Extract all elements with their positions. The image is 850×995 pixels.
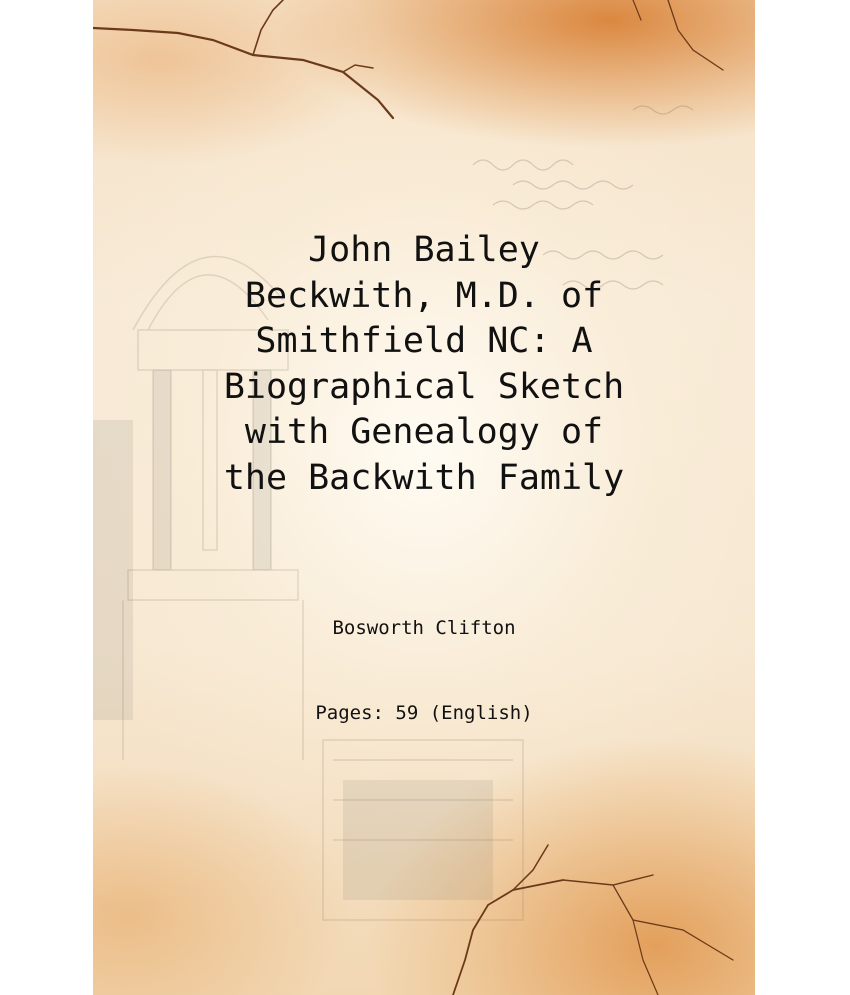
book-author: Bosworth Clifton [332,617,516,639]
book-title [93,228,755,501]
book-title-line: Beckwith, M.D. of [244,275,604,316]
book-title-line: with Genealogy of [244,412,604,452]
book-page-count: Pages: 59 (English) [315,702,533,724]
book-cover [93,0,755,995]
book-title-line: the Backwith Family [223,457,625,498]
book-title-line: Smithfield NC: A [255,321,593,361]
book-title-line: John Bailey [308,230,540,270]
book-title-line: Biographical Sketch [223,366,625,407]
